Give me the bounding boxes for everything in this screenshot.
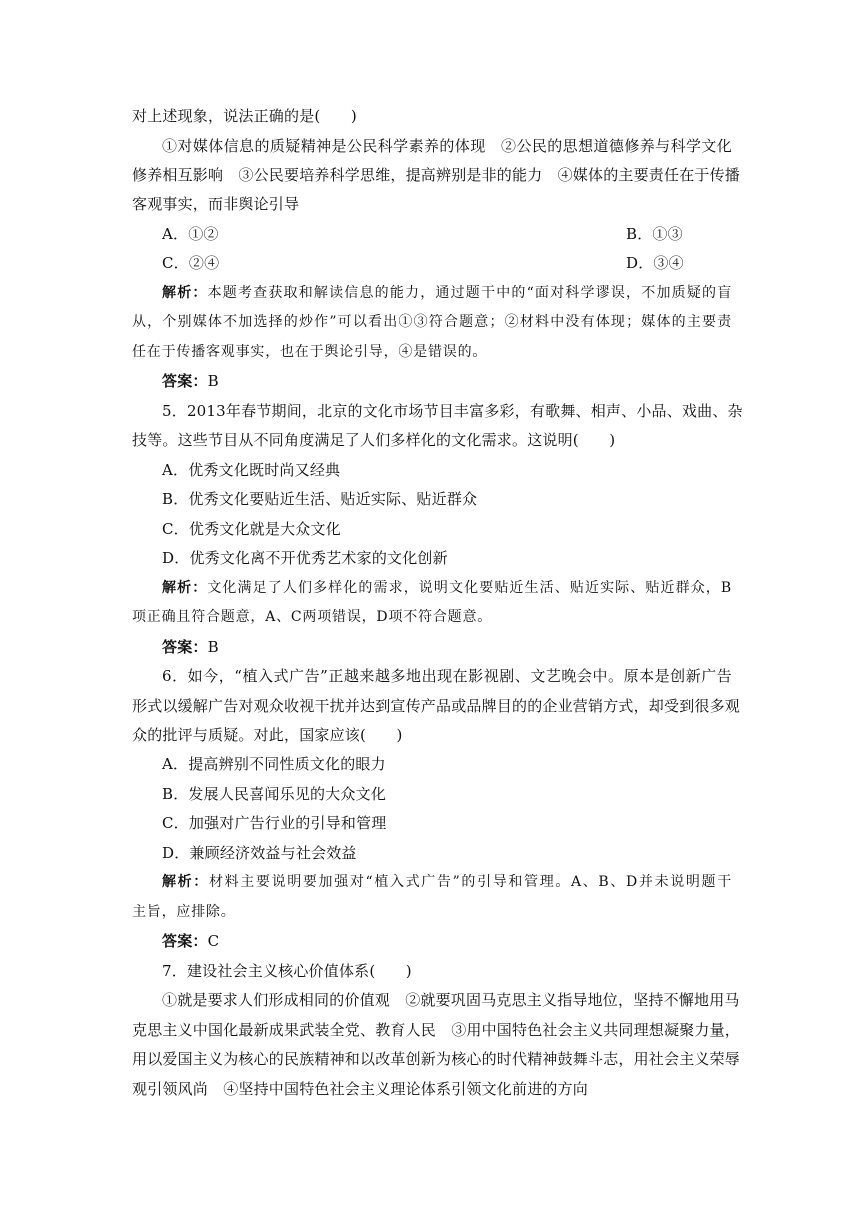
q7-statements-line: ①就是要求人们形成相同的价值观 ②就要巩固马克思主义指导地位，坚持不懈地用马 (162, 991, 740, 1009)
q7-statements-line: 用以爱国主义为核心的民族精神和以改革创新为核心的时代精神鼓舞斗志，用社会主义荣辱 (132, 1050, 741, 1068)
q6-stem-line: 众的批评与质疑。对此，国家应该( ) (132, 726, 403, 744)
q4-answer: 答案：B (162, 372, 219, 390)
q7-statements-line: 观引领风尚 ④坚持中国特色社会主义理论体系引领文化前进的方向 (132, 1080, 589, 1098)
q7-statements-line: 克思主义中国化最新成果武装全党、教育人民 ③用中国特色社会主义共同理想凝聚力量， (132, 1021, 741, 1039)
q4-analysis-line: 解析：本题考查获取和解读信息的能力，通过题干中的“面对科学谬误，不加质疑的盲 (162, 285, 732, 301)
q6-option-b: B．发展人民喜闻乐见的大众文化 (162, 785, 387, 803)
q6-stem-line: 形式以缓解广告对观众收视干扰并达到宣传产品或品牌目的的企业营销方式，却受到很多观 (132, 697, 741, 715)
q4-option-b: B．①③ (626, 225, 683, 243)
q5-option-c: C．优秀文化就是大众文化 (162, 520, 341, 538)
q4-option-a: A．①② B．①③ (162, 225, 683, 243)
q5-analysis-line: 项正确且符合题意，A、C两项错误，D项不符合题意。 (132, 609, 493, 625)
q4-analysis-line: 任在于传播客观事实，也在于舆论引导，④是错误的。 (132, 344, 488, 360)
q6-stem-line: 6．如今，“植入式广告”正越来越多地出现在影视剧、文艺晚会中。原本是创新广告 (162, 667, 732, 685)
answer-label: 答案： (162, 932, 208, 950)
answer-label: 答案： (162, 638, 208, 656)
q5-analysis-line: 解析：文化满足了人们多样化的需求，说明文化要贴近生活、贴近实际、贴近群众，B (162, 580, 732, 596)
analysis-label: 解析： (162, 580, 208, 596)
q6-option-a: A．提高辨别不同性质文化的眼力 (162, 755, 386, 773)
analysis-label: 解析： (162, 874, 209, 890)
q4-analysis-line: 从，个别媒体不加选择的炒作”可以看出①③符合题意；②材料中没有体现；媒体的主要责 (132, 314, 732, 330)
answer-label: 答案： (162, 372, 208, 390)
q5-option-d: D．优秀文化离不开优秀艺术家的文化创新 (162, 549, 448, 567)
q4-statements-line: 修养相互影响 ③公民要培养科学思维，提高辨别是非的能力 ④媒体的主要责任在于传播 (132, 166, 741, 184)
q5-option-b: B．优秀文化要贴近生活、贴近实际、贴近群众 (162, 490, 478, 508)
q6-analysis-line: 主旨，应排除。 (132, 904, 236, 920)
q4-statements-line: 客观事实，而非舆论引导 (132, 195, 300, 213)
q6-analysis-line: 解析：材料主要说明要加强对“植入式广告”的引导和管理。A、B、D并未说明题干 (162, 874, 732, 890)
q7-stem: 7．建设社会主义核心价值体系( ) (162, 962, 412, 980)
q5-answer: 答案：B (162, 638, 219, 656)
q4-option-c: C．②④ D．③④ (162, 254, 684, 272)
q5-option-a: A．优秀文化既时尚又经典 (162, 461, 341, 479)
q4-statements-line: ①对媒体信息的质疑精神是公民科学素养的体现 ②公民的思想道德修养与科学文化 (162, 137, 732, 155)
q4-stem: 对上述现象，说法正确的是( ) (132, 107, 357, 125)
q6-answer: 答案：C (162, 932, 220, 950)
q6-option-c: C．加强对广告行业的引导和管理 (162, 814, 387, 832)
q5-stem-line: 技等。这些节目从不同角度满足了人们多样化的文化需求。这说明( ) (132, 431, 616, 449)
q5-stem-line: 5．2013年春节期间，北京的文化市场节目丰富多彩，有歌舞、相声、小品、戏曲、杂 (162, 402, 743, 420)
q6-option-d: D．兼顾经济效益与社会效益 (162, 844, 357, 862)
analysis-label: 解析： (162, 285, 208, 301)
q4-option-d: D．③④ (626, 254, 684, 272)
